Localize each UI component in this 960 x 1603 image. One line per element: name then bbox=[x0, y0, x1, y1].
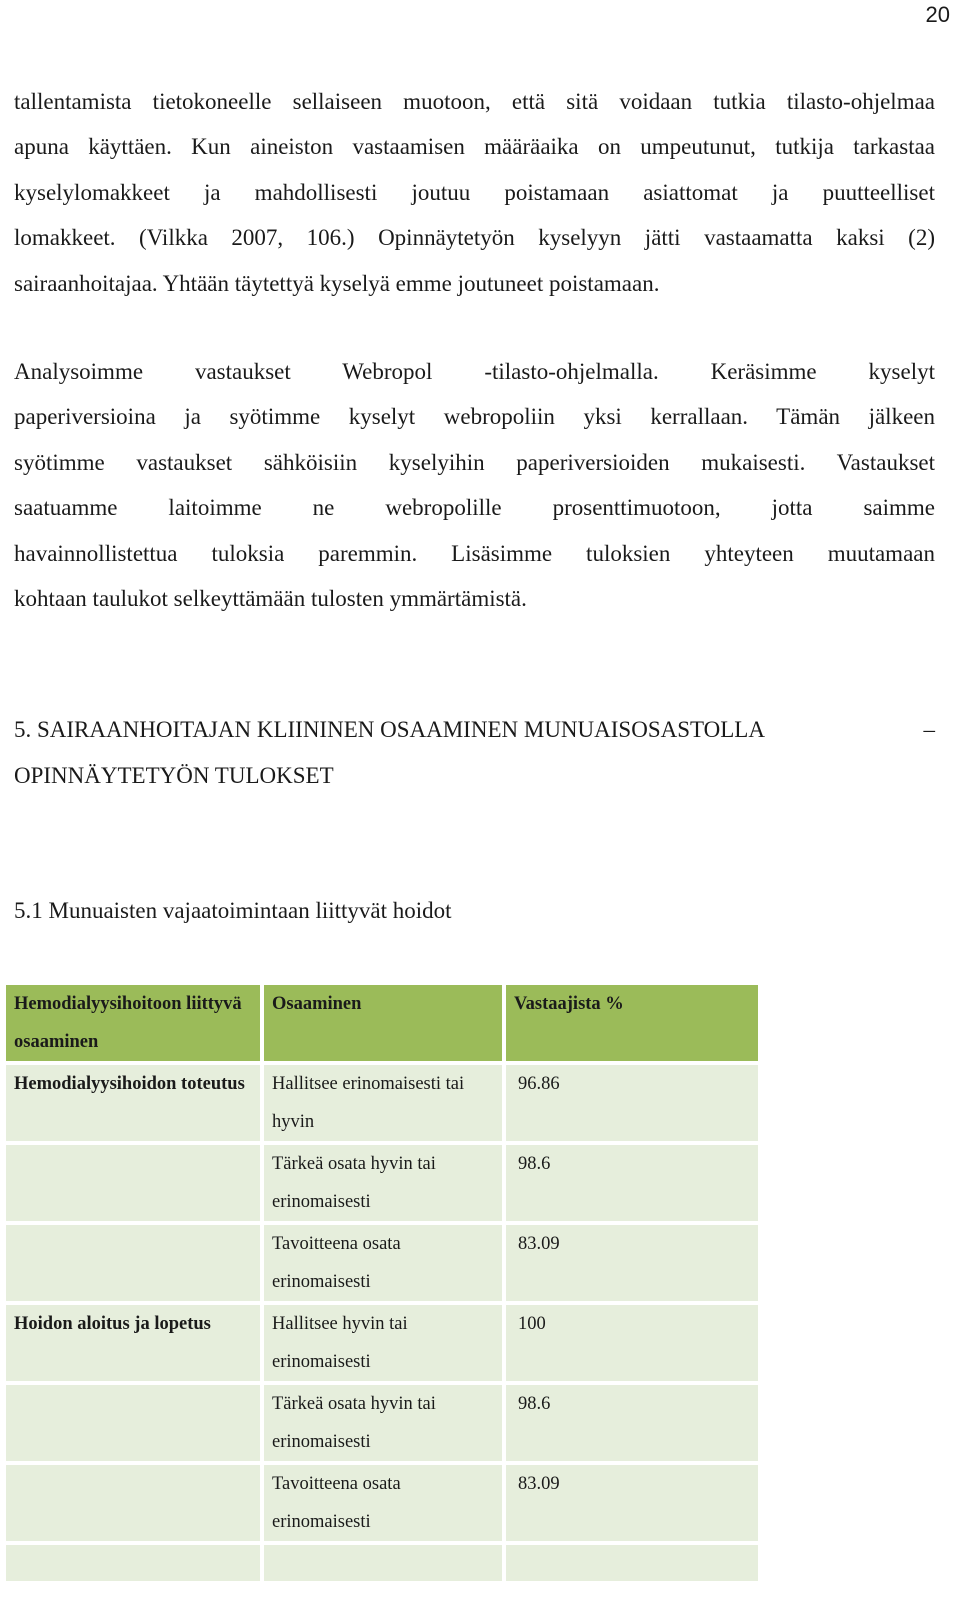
table-cell-group bbox=[6, 1465, 264, 1545]
paragraph-data-processing bbox=[14, 79, 935, 306]
paragraph-line: havainnollistettua tuloksia paremmin. Lisäsimme tuloksien yhteyteen muutamaan bbox=[14, 540, 935, 566]
table-row bbox=[6, 1225, 762, 1305]
table-header-row bbox=[6, 985, 762, 1065]
table-cell-group: Hemodialyysihoidon toteutus bbox=[6, 1065, 264, 1145]
table-cell-group: Hoidon aloitus ja lopetus bbox=[6, 1305, 264, 1385]
paragraph-line: tallentamista tietokoneelle sellaiseen muotoon, että sitä voidaan tutkia tilasto-ohjelmaa bbox=[14, 89, 935, 114]
chapter-heading bbox=[14, 707, 935, 799]
paragraph-line: lomakkeet. (Vilkka 2007, 106.) Opinnäytetyön kyselyyn jätti vastaamatta kaksi (2) bbox=[14, 225, 935, 251]
table-cell-skill: Tavoitteena osata erinomaisesti bbox=[264, 1225, 506, 1305]
page-number: 20 bbox=[925, 2, 950, 27]
table-cell-skill: Hallitsee erinomaisesti tai hyvin bbox=[264, 1065, 506, 1145]
table-cell-skill: Tärkeä osata hyvin tai erinomaisesti bbox=[264, 1385, 506, 1465]
results-table bbox=[6, 985, 762, 1585]
table-row bbox=[6, 1385, 762, 1465]
paragraph-analysis bbox=[14, 349, 935, 621]
table-row bbox=[6, 1065, 762, 1145]
section-heading: 5.1 Munuaisten vajaatoimintaan liittyvät hoidot bbox=[14, 898, 452, 923]
table-cell-empty bbox=[6, 1545, 264, 1585]
paragraph-line: paperiversioina ja syötimme kyselyt webropoliin yksi kerrallaan. Tämän jälkeen bbox=[14, 404, 935, 430]
table-cell-percent: 100 bbox=[506, 1305, 762, 1385]
paragraph-line: kyselylomakkeet ja mahdollisesti joutuu poistamaan asiattomat ja puutteelliset bbox=[14, 179, 935, 205]
table-row bbox=[6, 1145, 762, 1225]
table-row bbox=[6, 1545, 762, 1585]
paragraph-line: Analysoimme vastaukset Webropol -tilasto-ohjelmalla. Keräsimme kyselyt bbox=[14, 359, 935, 384]
table-cell-percent: 96.86 bbox=[506, 1065, 762, 1145]
paragraph-line: syötimme vastaukset sähköisiin kyselyihin paperiversioiden mukaisesti. Vastaukset bbox=[14, 449, 935, 475]
table-header-cell: Osaaminen bbox=[264, 985, 506, 1065]
table-cell-percent: 98.6 bbox=[506, 1385, 762, 1465]
paragraph-line: sairaanhoitajaa. Yhtään täytettyä kyselyä emme joutuneet poistamaan. bbox=[14, 270, 660, 296]
table-cell-skill: Tärkeä osata hyvin tai erinomaisesti bbox=[264, 1145, 506, 1225]
paragraph-line: kohtaan taulukot selkeyttämään tulosten ymmärtämistä. bbox=[14, 586, 527, 612]
table-row bbox=[6, 1465, 762, 1545]
table-cell-skill: Hallitsee hyvin tai erinomaisesti bbox=[264, 1305, 506, 1385]
table-header-cell: Vastaajista % bbox=[506, 985, 762, 1065]
table-cell-skill: Tavoitteena osata erinomaisesti bbox=[264, 1465, 506, 1545]
table-cell-percent: 83.09 bbox=[506, 1465, 762, 1545]
chapter-heading-dash: – bbox=[923, 717, 935, 742]
table-cell-percent: 98.6 bbox=[506, 1145, 762, 1225]
paragraph-line: apuna käyttäen. Kun aineiston vastaamisen määräaika on umpeutunut, tutkija tarkastaa bbox=[14, 134, 935, 160]
table-cell-empty bbox=[264, 1545, 506, 1585]
table-cell-group bbox=[6, 1145, 264, 1225]
chapter-heading-title: 5. SAIRAANHOITAJAN KLIININEN OSAAMINEN MUNUAISOSASTOLLA bbox=[14, 717, 765, 742]
table-header-cell: Hemodialyysihoitoon liittyvä osaaminen bbox=[6, 985, 264, 1065]
table-cell-group bbox=[6, 1225, 264, 1305]
table-cell-percent: 83.09 bbox=[506, 1225, 762, 1305]
table-row bbox=[6, 1305, 762, 1385]
table-cell-group bbox=[6, 1385, 264, 1465]
table-cell-empty bbox=[506, 1545, 762, 1585]
paragraph-line: saatuamme laitoimme ne webropolille prosenttimuotoon, jotta saimme bbox=[14, 495, 935, 521]
chapter-heading-subtitle: OPINNÄYTETYÖN TULOKSET bbox=[14, 763, 334, 788]
